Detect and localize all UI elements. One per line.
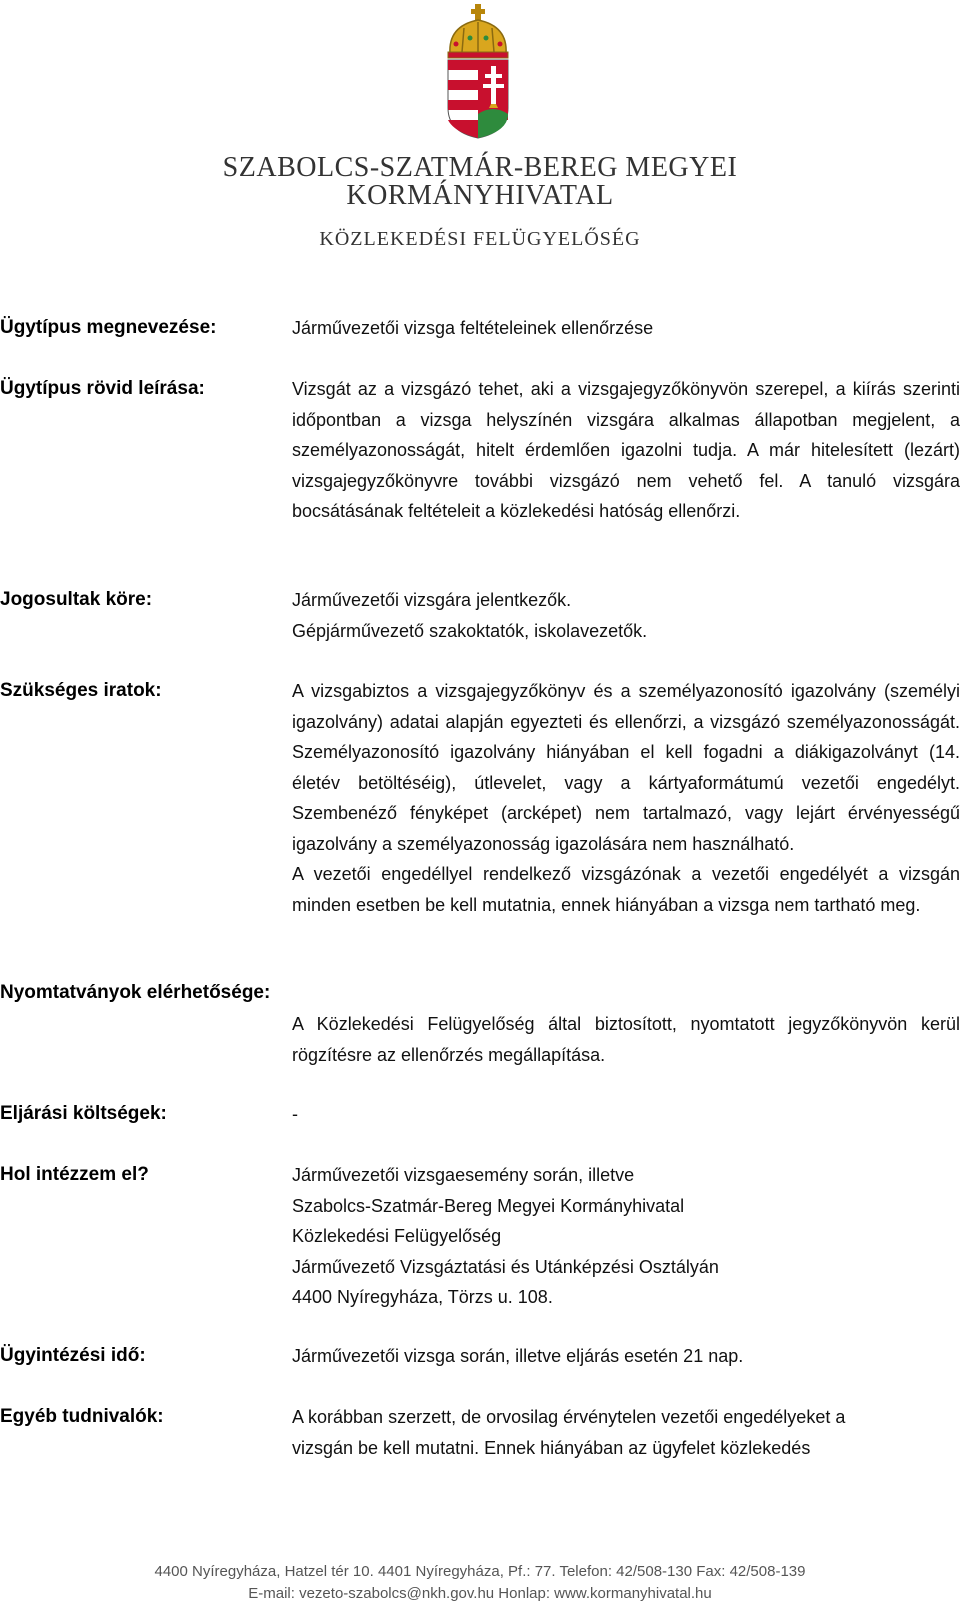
letterhead [0,0,960,260]
field-label: Hol intézzem el? [0,1164,149,1185]
value-line: 4400 Nyíregyháza, Törzs u. 108. [292,1287,553,1307]
field-value [292,1402,960,1463]
field-value [292,676,960,920]
field-label: Nyomtatványok elérhetősége: [0,982,271,1003]
value-line: Közlekedési Felügyelőség [292,1226,502,1246]
page-footer [0,1561,960,1605]
value-line: A korábban szerzett, de orvosilag érvénytelen vezetői engedélyeket a [292,1407,846,1427]
hungarian-coat-of-arms-icon [444,4,512,140]
field-label: Ügyintézési idő: [0,1345,146,1366]
value-line: vizsgán be kell mutatni. Ennek hiányában az ügyfelet közlekedés [292,1437,811,1458]
field-value [292,1160,960,1313]
org-name-line1: SZABOLCS-SZATMÁR-BEREG MEGYEI [222,152,738,183]
value-line: Járművezetői vizsgára jelentkezők. [292,590,572,610]
value-line: Járművezető Vizsgáztatási és Utánképzési Osztályán [292,1256,719,1277]
org-name-line2: KORMÁNYHIVATAL [346,180,614,211]
field-label: Ügytípus megnevezése: [0,317,217,338]
value-line: Járművezetői vizsgaesemény során, illetve [292,1165,635,1185]
field-label: Szükséges iratok: [0,680,162,701]
field-value: Vizsgát az a vizsgázó tehet, aki a vizsgajegyzőkönyvön szerepel, a kiírás szerinti időpontban a vizsga helyszínén vizsgára alkalmas állapotban megjelent, a személyazonosságát, hitelt érdemlően igazolni tudja. A már hitelesített (lezárt) vizsgajegyzőkönyvre további vizsgázó nem vehető fel. A tanuló vizsgára bocsátásának feltételeit a közlekedési hatóság ellenőrzi. [292,379,960,521]
field-value: A Közlekedési Felügyelőség által biztosított, nyomtatott jegyzőkönyvön kerül rögzítésre az ellenőrzés megállapítása. [292,1014,960,1065]
footer-contact: E-mail: vezeto-szabolcs@nkh.gov.hu Honlap: www.kormanyhivatal.hu [248,1585,712,1602]
field-value: Járművezetői vizsga feltételeinek ellenőrzése [292,318,654,338]
field-value: Járművezetői vizsga során, illetve eljárás esetén 21 nap. [292,1346,744,1366]
value-line: Gépjárművezető szakoktatók, iskolavezetők. [292,620,648,641]
field-label: Jogosultak köre: [0,589,153,610]
value-paragraph: A vezetői engedéllyel rendelkező vizsgázónak a vezetői engedélyét a vizsgán minden esetben be kell mutatnia, ennek hiányában a vizsga nem tartható meg. [292,864,960,915]
field-label: Eljárási költségek: [0,1103,167,1124]
value-paragraph: A vizsgabiztos a vizsgajegyzőkönyv és a személyazonosító igazolvány (személyi igazolvány) adatai alapján egyezteti és ellenőrzi, a vizsgázó személyazonosságát. Személyazonosító igazolvány hiányában el kell fogadni a diákigazolványt (14. életév betöltéséig), útlevelet, vagy a kártyaformátumú vezetői engedélyt. Szembenéző fényképet (arcképet) nem tartalmazó, vagy lejárt érvényességű igazolvány a személyazonosság igazolására nem használható. [292,681,960,854]
field-value: - [292,1104,298,1124]
field-label: Egyéb tudnivalók: [0,1406,164,1427]
org-department: KÖZLEKEDÉSI FELÜGYELŐSÉG [319,228,641,250]
footer-address: 4400 Nyíregyháza, Hatzel tér 10. 4401 Nyíregyháza, Pf.: 77. Telefon: 42/508-130 Fax: 42/508-139 [154,1563,806,1580]
field-value [292,585,960,646]
value-line: Szabolcs-Szatmár-Bereg Megyei Kormányhivatal [292,1195,685,1216]
field-label: Ügytípus rövid leírása: [0,378,205,399]
